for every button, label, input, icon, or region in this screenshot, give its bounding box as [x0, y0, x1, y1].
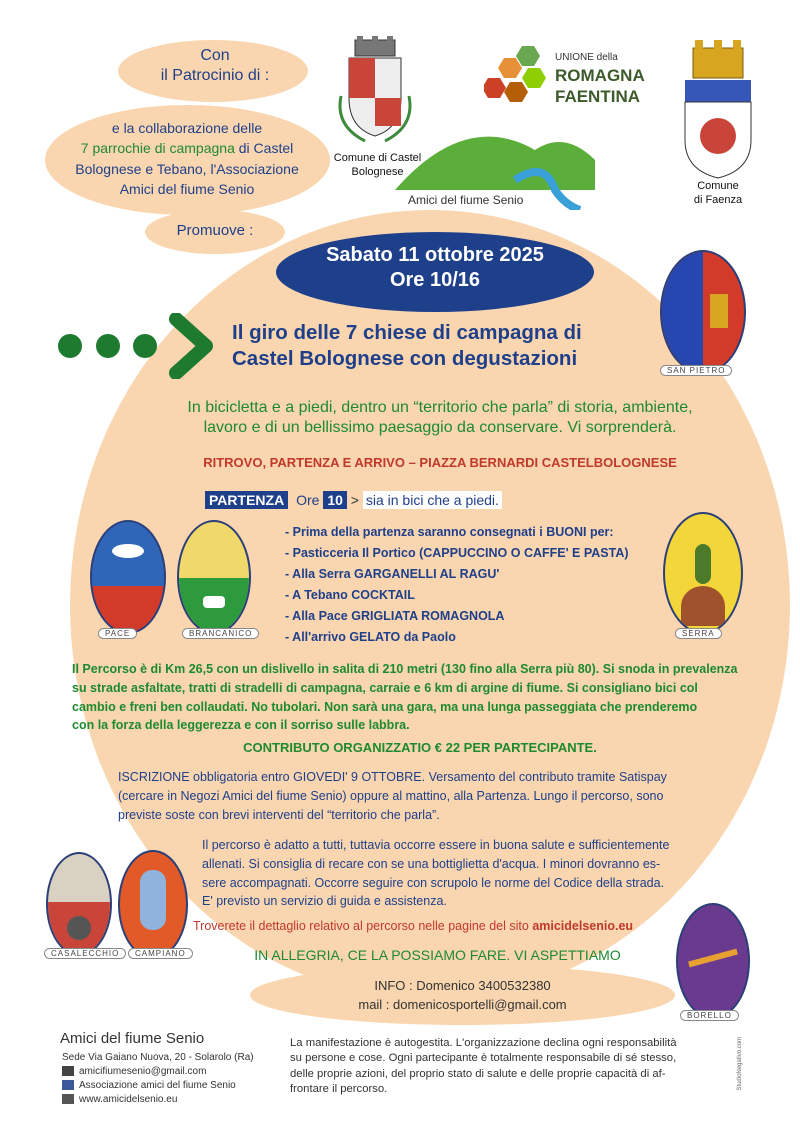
- faenza-label: Comune di Faenza: [693, 180, 743, 206]
- iscrizione-text: ISCRIZIONE obbligatoria entro GIOVEDI' 9 OTTOBRE. Versamento del contributo tramite Satispay (cercare in Negozi Amici del fiume Senio) oppure al mattino, alla Partenza. Lungo il percorso, sono previste soste con brevi interventi del “territorio che parla”.: [118, 770, 667, 822]
- san-pietro-ribbon: SAN PIETRO: [660, 365, 732, 376]
- campiano-shield: [118, 850, 188, 959]
- campiano-ribbon: CAMPIANO: [128, 948, 193, 959]
- partenza-badge: PARTENZA: [205, 491, 288, 509]
- intro-text: In bicicletta e a piedi, dentro un “territorio che parla” di storia, ambiente, lavoro e di un bellissimo paesaggio da conservare. Vi sorprenderà.: [187, 399, 693, 436]
- footer-credit: StudioNegativo.com: [737, 1036, 744, 1091]
- green-dot-1: [58, 334, 82, 358]
- casalecchio-shield: [46, 852, 112, 956]
- footer-brand: Amici del fiume Senio: [60, 1030, 205, 1047]
- date-pill: Sabato 11 ottobre 2025 Ore 10/16: [276, 232, 594, 312]
- faenza-coat-of-arms: [683, 40, 753, 180]
- footer-facebook[interactable]: Associazione amici del fiume Senio: [62, 1080, 236, 1091]
- castel-bolognese-label: Comune di Castel Bolognese: [333, 152, 422, 178]
- facebook-icon: [62, 1080, 74, 1090]
- footer-email[interactable]: amicifiumesenio@gmail.com: [62, 1066, 206, 1077]
- patrocinio-text: Con il Patrocinio di :: [160, 47, 270, 84]
- percorso-text: Il Percorso è di Km 26,5 con un dislivello in salita di 210 metri (130 fino alla Serra più 80). Si snoda in prevalenza su strade asfaltate, tratti di stradelli di campagna, carraie e 6 km di argine di fiume. Si consigliano bici col cambio e freni ben collaudati. No tubolari. Non sarà una gara, ma una lunga passeggiata che prenderemo con la forza della leggerezza e con il sorriso sulle labbra.: [72, 662, 738, 733]
- site-link[interactable]: amicidelsenio.eu: [532, 919, 634, 933]
- casalecchio-ribbon: CASALECCHIO: [44, 948, 126, 959]
- borello-shield: [676, 903, 750, 1019]
- collaborazione-text: e la collaborazione delle 7 parrochie di campagna di Castel Bolognese e Tebano, l'Associazione Amici del fiume Senio: [75, 120, 299, 197]
- amici-senio-label: Amici del fiume Senio: [408, 193, 524, 207]
- san-pietro-shield: [660, 250, 746, 374]
- pace-ribbon: PACE: [98, 628, 137, 639]
- footer-sede: Sede Via Gaiano Nuova, 20 - Solarolo (Ra): [62, 1052, 254, 1063]
- pace-shield: [90, 520, 166, 634]
- footer-disclaimer: La manifestazione è autogestita. L'organizzazione declina ogni responsabilità su persone e cose. Ogni partecipante è totalmente responsabile di sé stesso, delle proprie azioni, del proprio stato di salute e delle proprie capacità di af- frontare il percorso.: [290, 1037, 677, 1095]
- borello-ribbon: BORELLO: [680, 1010, 739, 1021]
- info-mail[interactable]: mail : domenicosportelli@gmail.com: [358, 997, 567, 1013]
- green-dot-3: [133, 334, 157, 358]
- unione-hexagons-icon: [484, 44, 554, 110]
- green-chevron-icon: [168, 313, 214, 384]
- contributo-line: CONTRIBUTO ORGANIZZATIO € 22 PER PARTECIPANTE.: [243, 740, 597, 755]
- brancanico-shield: [177, 520, 251, 634]
- buoni-item: - Prima della partenza saranno consegnati i BUONI per:: [285, 525, 614, 539]
- ritrovo-line: RITROVO, PARTENZA E ARRIVO – PIAZZA BERNARDI CASTELBOLOGNESE: [203, 455, 677, 470]
- adatto-text: Il percorso è adatto a tutti, tuttavia occorre essere in buona salute e sufficientemente allenati. Si consiglia di recare con se una bottiglietta d'acqua. I minori dovranno es- sere accompagnati. Occorre seguire con scrupolo le norme del Codice della strada. E' previsto un servizio di guida e assistenza.: [202, 838, 670, 909]
- buoni-item: - Alla Serra GARGANELLI AL RAGU': [285, 567, 500, 581]
- serra-shield: [663, 512, 743, 634]
- buoni-item: - Alla Pace GRIGLIATA ROMAGNOLA: [285, 609, 505, 623]
- dettaglio-line: Troverete il dettaglio relativo al percorso nelle pagine del sito amicidelsenio.eu: [193, 919, 634, 933]
- footer-web[interactable]: www.amicidelsenio.eu: [62, 1094, 177, 1105]
- brancanico-ribbon: BRANCANICO: [182, 628, 259, 639]
- mail-icon: [62, 1066, 74, 1076]
- buoni-item: - Pasticceria Il Portico (CAPPUCCINO O CAFFE' E PASTA): [285, 546, 629, 560]
- promuove-text: Promuove :: [176, 222, 254, 239]
- buoni-item: - All'arrivo GELATO da Paolo: [285, 630, 456, 644]
- partenza-hour: 10: [323, 491, 347, 509]
- partenza-mode: sia in bici che a piedi.: [363, 491, 502, 509]
- event-title: Il giro delle 7 chiese di campagna di Castel Bolognese con degustazioni: [232, 321, 582, 370]
- buoni-item: - A Tebano COCKTAIL: [285, 588, 415, 602]
- allegria-line: IN ALLEGRIA, CE LA POSSIAMO FARE. VI ASPETTIAMO: [254, 947, 621, 963]
- green-dot-2: [96, 334, 120, 358]
- monitor-icon: [62, 1094, 74, 1104]
- info-text: INFO : Domenico 3400532380 mail : domenicosportelli@gmail.com: [260, 978, 665, 1014]
- unione-label: UNIONE della ROMAGNA FAENTINA: [555, 52, 645, 106]
- serra-ribbon: SERRA: [675, 628, 722, 639]
- partenza-line: PARTENZA Ore 10 > sia in bici che a piedi.: [205, 492, 502, 510]
